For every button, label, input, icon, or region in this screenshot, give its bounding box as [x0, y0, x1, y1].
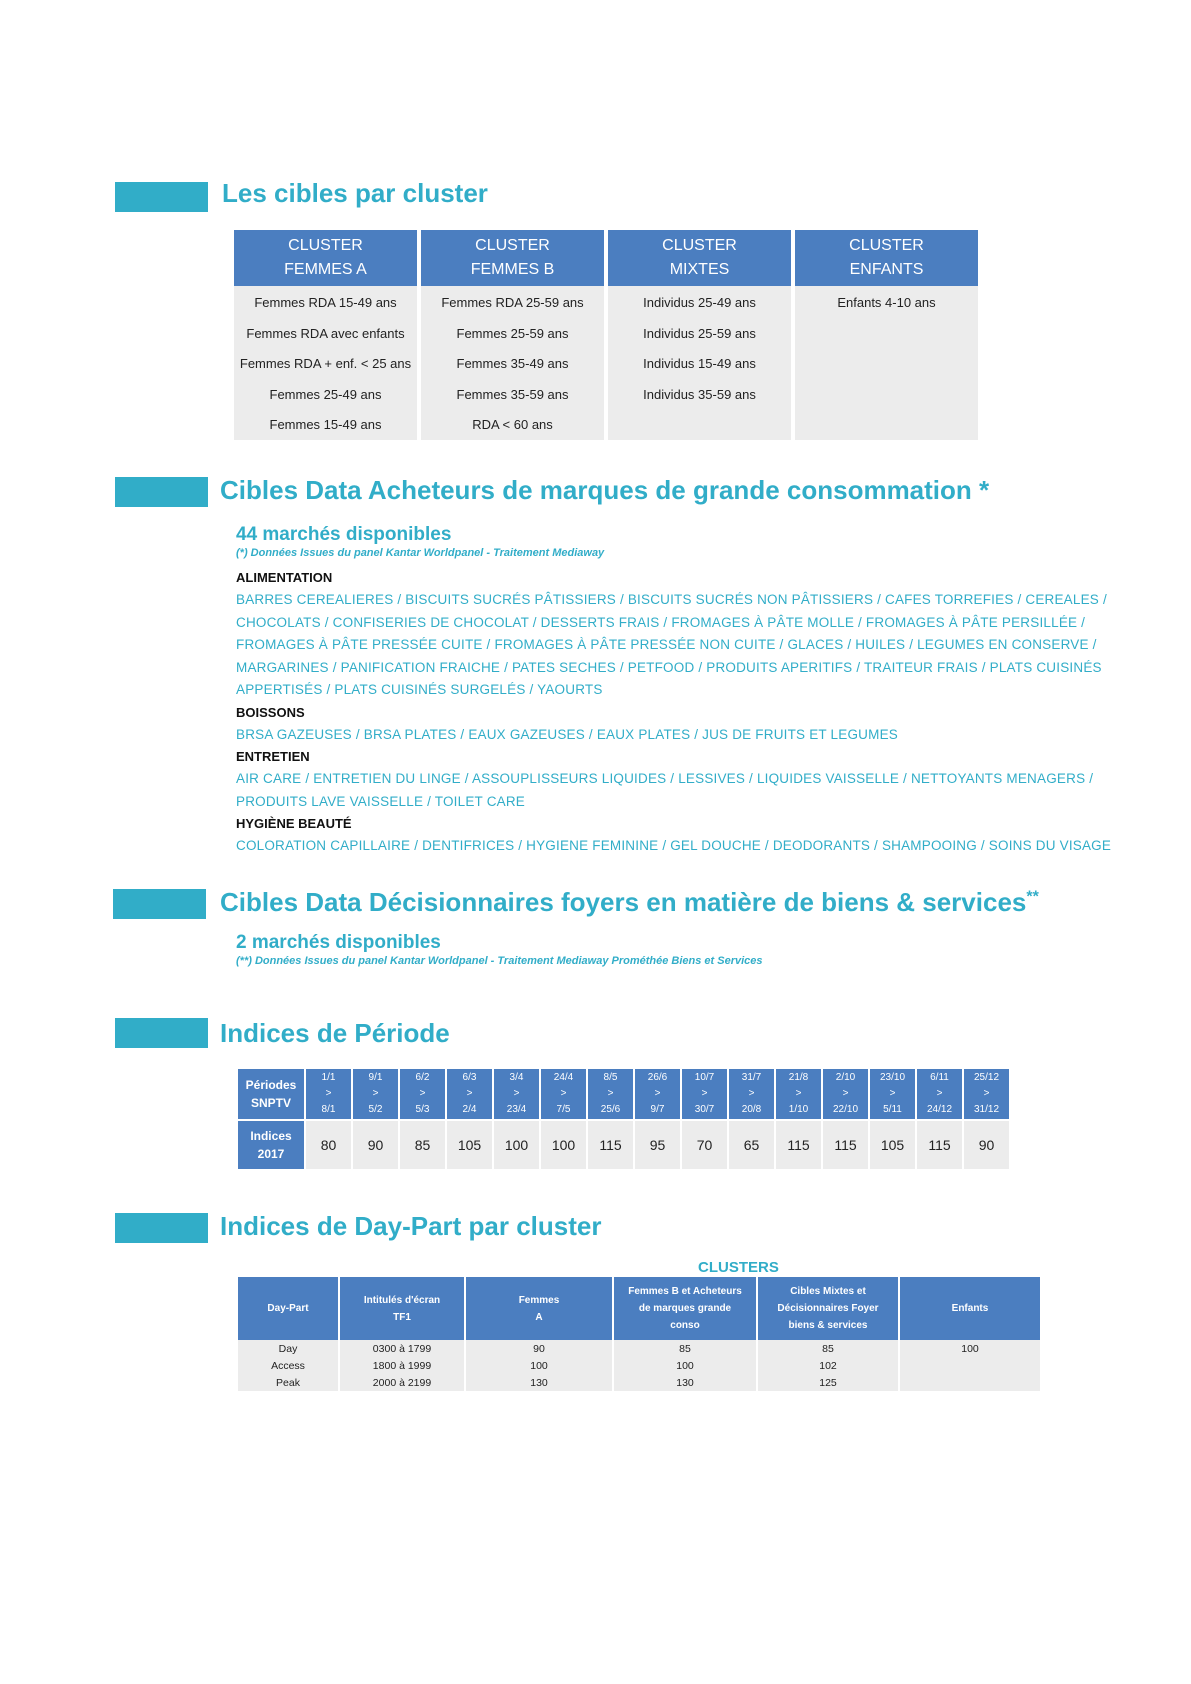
periode-header-cell	[586, 1069, 633, 1119]
daypart-header-cell	[338, 1277, 464, 1340]
cluster-target: Femmes RDA 25-59 ans	[441, 295, 584, 310]
indices-row-label-line: Indices	[250, 1129, 292, 1143]
cluster-header	[421, 230, 604, 286]
period-index: 105	[868, 1119, 915, 1169]
cluster-header-line2: FEMMES B	[470, 261, 555, 278]
daypart-header-line: TF1	[393, 1311, 411, 1323]
daypart-cell: 85	[756, 1340, 898, 1357]
cluster-header	[608, 230, 791, 286]
period-end: 30/7	[694, 1104, 715, 1115]
daypart-row	[238, 1340, 1040, 1357]
cluster-target: Individus 25-59 ans	[643, 325, 756, 341]
cluster-header-line1: CLUSTER	[849, 237, 924, 254]
period-start: 31/7	[741, 1072, 762, 1083]
periode-table	[238, 1069, 1009, 1169]
periode-row-label	[238, 1069, 304, 1119]
daypart-cell	[898, 1357, 1040, 1374]
period-arrow: >	[748, 1088, 755, 1099]
daypart-cell	[898, 1374, 1040, 1391]
decision-title-sup: **	[1026, 888, 1039, 906]
period-end: 7/5	[556, 1104, 571, 1115]
daypart-header-line: biens & services	[788, 1320, 868, 1331]
period-index: 85	[398, 1119, 445, 1169]
period-start: 10/7	[694, 1072, 715, 1083]
period-index: 100	[539, 1119, 586, 1169]
daypart-header-line: A	[535, 1311, 543, 1323]
period-start: 3/4	[509, 1072, 524, 1083]
cluster-target: Femmes RDA + enf. < 25 ans	[239, 356, 412, 371]
period-index: 90	[962, 1119, 1009, 1169]
cluster-body	[608, 286, 791, 440]
source-note: (*) Données Issues du panel Kantar Worldpanel - Traitement Mediaway	[236, 547, 605, 559]
section-title-clusters: Les cibles par cluster	[222, 178, 488, 208]
period-start: 24/4	[553, 1072, 574, 1083]
period-index: 115	[915, 1119, 962, 1169]
period-end: 20/8	[741, 1104, 762, 1115]
period-index: 105	[445, 1119, 492, 1169]
period-start: 6/11	[930, 1072, 949, 1083]
daypart-row	[238, 1357, 1040, 1374]
cluster-target: Individus 15-49 ans	[643, 356, 756, 371]
daypart-cell: 85	[612, 1340, 756, 1357]
period-start: 9/1	[368, 1072, 383, 1083]
category-title: HYGIÈNE BEAUTÉ	[236, 816, 352, 831]
section-title-decision	[220, 887, 1039, 918]
period-end: 1/10	[788, 1104, 809, 1115]
daypart-header-line: Intitulés d'écran	[363, 1294, 441, 1306]
cluster-header-line1: CLUSTER	[475, 237, 550, 254]
daypart-cell: 0300 à 1799	[338, 1340, 464, 1357]
category-items: AIR CARE / ENTRETIEN DU LINGE / ASSOUPLISSEURS LIQUIDES / LESSIVES / LIQUIDES VAISSELLE / NETTOYANTS MENAGERS / PRODUITS LAVE VAISSELLE / TOILET CARE	[236, 771, 1094, 809]
cluster-body	[421, 286, 604, 440]
indices-row-label-line: 2017	[257, 1147, 285, 1161]
daypart-header-line: Enfants	[951, 1303, 989, 1314]
period-arrow: >	[701, 1088, 708, 1099]
daypart-header-line: Décisionnaires Foyer	[777, 1303, 879, 1314]
period-start: 26/6	[647, 1072, 668, 1083]
cluster-target: Femmes 15-49 ans	[269, 417, 382, 432]
section-bar-periode	[115, 1018, 208, 1048]
cluster-header-line1: CLUSTER	[662, 237, 737, 254]
periode-header-cell	[727, 1069, 774, 1119]
periode-header-cell	[774, 1069, 821, 1119]
daypart-header-cell	[238, 1277, 338, 1340]
cluster-target: Enfants 4-10 ans	[837, 295, 936, 310]
daypart-header-line: Femmes	[518, 1294, 560, 1306]
cluster-target: Femmes RDA avec enfants	[246, 325, 405, 341]
cluster-header-line2: ENFANTS	[849, 261, 924, 278]
period-index: 115	[774, 1119, 821, 1169]
periode-header-cell	[539, 1069, 586, 1119]
periode-header-cell	[680, 1069, 727, 1119]
period-arrow: >	[607, 1088, 614, 1099]
decision-title-text: Cibles Data Décisionnaires foyers en matière de biens & services	[220, 887, 1027, 917]
daypart-cell: 102	[756, 1357, 898, 1374]
period-start: 6/2	[415, 1072, 430, 1083]
periode-row-label-line: Périodes	[245, 1078, 297, 1092]
period-arrow: >	[842, 1088, 849, 1099]
cluster-column	[795, 230, 978, 440]
category-items: COLORATION CAPILLAIRE / DENTIFRICES / HYGIENE FEMININE / GEL DOUCHE / DEODORANTS / SHAMPOOING / SOINS DU VISAGE	[236, 838, 1112, 853]
daypart-table	[238, 1277, 1040, 1391]
periode-header-cell	[398, 1069, 445, 1119]
daypart-cell: 2000 à 2199	[338, 1374, 464, 1391]
period-start: 6/3	[462, 1072, 477, 1083]
cluster-target: Individus 35-59 ans	[643, 386, 756, 402]
period-end: 24/12	[926, 1104, 953, 1115]
category-list	[236, 567, 1116, 858]
daypart-header-cell	[464, 1277, 612, 1340]
daypart-header-line: Day-Part	[267, 1303, 309, 1314]
section-bar-data-buyers	[115, 477, 208, 507]
period-index: 115	[586, 1119, 633, 1169]
decision-markets-count: 2 marchés disponibles	[236, 932, 441, 953]
daypart-header-cell	[612, 1277, 756, 1340]
decision-source-note: (**) Données Issues du panel Kantar Worldpanel - Traitement Mediaway Prométhée Biens et Services	[236, 955, 763, 967]
period-start: 21/8	[788, 1072, 809, 1083]
daypart-cell: 130	[612, 1374, 756, 1391]
periode-header-cell	[915, 1069, 962, 1119]
cluster-target: RDA < 60 ans	[472, 417, 553, 432]
markets-count: 44 marchés disponibles	[236, 524, 452, 545]
cluster-body	[795, 286, 978, 440]
category-title: ALIMENTATION	[236, 570, 333, 585]
cluster-column	[234, 230, 417, 440]
period-arrow: >	[372, 1088, 379, 1099]
cluster-header	[795, 230, 978, 286]
period-arrow: >	[983, 1088, 990, 1099]
period-arrow: >	[936, 1088, 943, 1099]
period-start: 8/5	[603, 1072, 618, 1083]
period-start: 25/12	[973, 1072, 1000, 1083]
period-end: 5/11	[883, 1104, 902, 1115]
daypart-header-line: Cibles Mixtes et	[790, 1286, 866, 1297]
period-arrow: >	[513, 1088, 520, 1099]
cluster-body	[234, 286, 417, 440]
period-index: 80	[304, 1119, 351, 1169]
section-bar-decision	[113, 889, 206, 919]
daypart-header-line: de marques grande	[638, 1303, 732, 1314]
cluster-header-line1: CLUSTER	[288, 237, 363, 254]
period-index: 100	[492, 1119, 539, 1169]
cluster-header-line2: MIXTES	[669, 261, 730, 278]
periode-row-label-line: SNPTV	[250, 1096, 291, 1110]
daypart-clusters-label: CLUSTERS	[698, 1259, 779, 1276]
period-index: 65	[727, 1119, 774, 1169]
category-items: BARRES CEREALIERES / BISCUITS SUCRÉS PÂTISSIERS / BISCUITS SUCRÉS NON PÂTISSIERS / CAFES TORREFIES / CEREALES / CHOCOLATS / CONFISERIES DE CHOCOLAT / DESSERTS FRAIS / FROMAGES À PÂTE MOLLE / FROMAGES À PÂTE PERSILLÉE / FROMAGES À PÂTE PRESSÉE CUITE / FROMAGES À PÂTE PRESSÉE NON CUITE / GLACES / HUILES / LEGUMES EN CONSERVE / MARGARINES / PANIFICATION FRAICHE / PATES SECHES / PETFOOD / PRODUITS APERITIFS / TRAITEUR FRAIS / PLATS CUISINÉS APPERTISÉS / PLATS CUISINÉS SURGELÉS / YAOURTS	[236, 592, 1107, 697]
period-arrow: >	[889, 1088, 896, 1099]
period-end: 22/10	[832, 1104, 859, 1115]
daypart-cell: 100	[612, 1357, 756, 1374]
daypart-cell: 130	[464, 1374, 612, 1391]
cluster-target: Femmes 25-59 ans	[456, 325, 569, 341]
section-bar-clusters	[115, 182, 208, 212]
cluster-header	[234, 230, 417, 286]
periode-header-cell	[633, 1069, 680, 1119]
cluster-target: Femmes 35-49 ans	[456, 356, 569, 371]
period-arrow: >	[325, 1088, 332, 1099]
cluster-table	[234, 230, 978, 440]
daypart-header-cell	[756, 1277, 898, 1340]
category-title: BOISSONS	[236, 704, 305, 720]
cluster-target: Femmes RDA 15-49 ans	[254, 295, 397, 310]
cluster-target: Femmes 35-59 ans	[456, 386, 569, 402]
period-arrow: >	[560, 1088, 567, 1099]
cluster-header-line2: FEMMES A	[284, 261, 367, 278]
period-index: 95	[633, 1119, 680, 1169]
cluster-target: Femmes 25-49 ans	[269, 386, 382, 402]
periode-header-cell	[821, 1069, 868, 1119]
period-arrow: >	[654, 1088, 661, 1099]
cluster-column	[421, 230, 604, 440]
period-index: 115	[821, 1119, 868, 1169]
daypart-cell: 90	[464, 1340, 612, 1357]
period-end: 23/4	[506, 1104, 527, 1115]
periode-header-cell	[445, 1069, 492, 1119]
daypart-header-line: Femmes B et Acheteurs	[628, 1286, 742, 1297]
period-arrow: >	[419, 1088, 426, 1099]
period-start: 2/10	[835, 1072, 856, 1083]
period-start: 23/10	[879, 1072, 906, 1083]
period-index: 90	[351, 1119, 398, 1169]
section-title-periode: Indices de Période	[220, 1018, 450, 1048]
period-index: 70	[680, 1119, 727, 1169]
period-start: 1/1	[321, 1072, 336, 1083]
period-end: 9/7	[650, 1104, 665, 1115]
daypart-cell: Day	[238, 1340, 338, 1357]
periode-header-cell	[492, 1069, 539, 1119]
periode-header-cell	[351, 1069, 398, 1119]
daypart-row	[238, 1374, 1040, 1391]
period-end: 5/2	[368, 1104, 383, 1115]
section-bar-daypart	[115, 1213, 208, 1243]
daypart-cell: 100	[898, 1340, 1040, 1357]
period-end: 31/12	[973, 1104, 1000, 1115]
daypart-cell: 1800 à 1999	[338, 1357, 464, 1374]
periode-header-cell	[304, 1069, 351, 1119]
cluster-column	[608, 230, 791, 440]
daypart-header-line: conso	[670, 1320, 700, 1331]
period-arrow: >	[466, 1088, 473, 1099]
category-items: BRSA GAZEUSES / BRSA PLATES / EAUX GAZEUSES / EAUX PLATES / JUS DE FRUITS ET LEGUMES	[236, 726, 898, 742]
indices-row-label	[238, 1119, 304, 1169]
daypart-cell: 125	[756, 1374, 898, 1391]
section-title-data-buyers: Cibles Data Acheteurs de marques de grande consommation *	[220, 475, 990, 505]
section-title-daypart: Indices de Day-Part par cluster	[220, 1211, 602, 1241]
cluster-target: Individus 25-49 ans	[643, 295, 756, 310]
period-end: 5/3	[415, 1104, 430, 1115]
periode-header-cell	[962, 1069, 1009, 1119]
daypart-cell: Peak	[238, 1374, 338, 1391]
periode-header-cell	[868, 1069, 915, 1119]
category-title: ENTRETIEN	[236, 749, 310, 764]
period-end: 2/4	[462, 1104, 477, 1115]
daypart-cell: Access	[238, 1357, 338, 1374]
period-arrow: >	[795, 1088, 802, 1099]
period-end: 8/1	[321, 1104, 336, 1115]
daypart-header-cell	[898, 1277, 1040, 1340]
period-end: 25/6	[600, 1104, 621, 1115]
daypart-cell: 100	[464, 1357, 612, 1374]
